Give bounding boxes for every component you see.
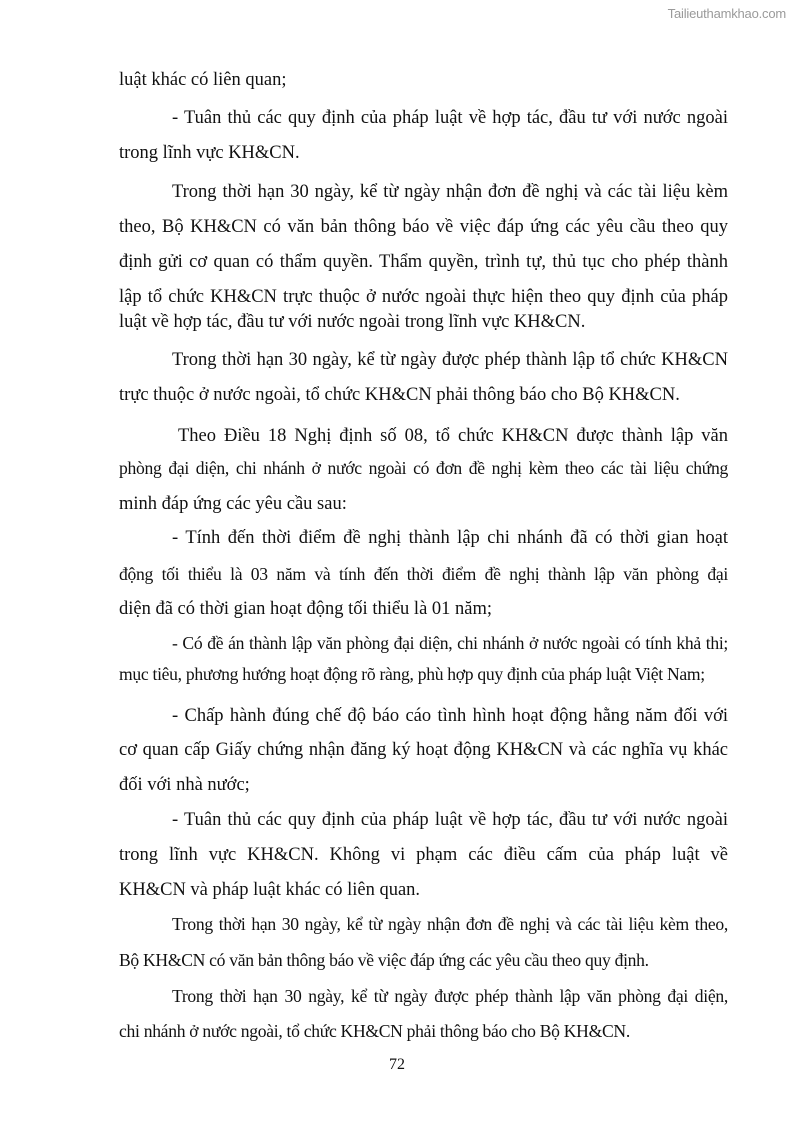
- text-line: - Có đề án thành lập văn phòng đại diện, chi nhánh ở nước ngoài có tính khả thi;: [172, 633, 728, 653]
- text-line: Bộ KH&CN có văn bản thông báo về việc đáp ứng các yêu cầu theo quy định.: [119, 950, 649, 970]
- text-line: theo, Bộ KH&CN có văn bản thông báo về việc đáp ứng các yêu cầu theo quy: [119, 217, 728, 237]
- text-line: luật khác có liên quan;: [119, 70, 287, 90]
- text-line: phòng đại diện, chi nhánh ở nước ngoài có đơn đề nghị kèm theo các tài liệu chứng: [119, 458, 728, 478]
- text-line: KH&CN và pháp luật khác có liên quan.: [119, 880, 421, 900]
- text-line: Theo Điều 18 Nghị định số 08, tổ chức KH&CN được thành lập văn: [178, 426, 728, 446]
- text-line: Trong thời hạn 30 ngày, kể từ ngày được phép thành lập văn phòng đại diện,: [172, 986, 728, 1006]
- text-line: - Tuân thủ các quy định của pháp luật về hợp tác, đầu tư với nước ngoài: [172, 810, 728, 830]
- page-number: 72: [389, 1056, 405, 1073]
- text-line: định gửi cơ quan có thẩm quyền. Thẩm quyền, trình tự, thủ tục cho phép thành: [119, 252, 728, 272]
- text-line: cơ quan cấp Giấy chứng nhận đăng ký hoạt động KH&CN và các nghĩa vụ khác: [119, 740, 728, 760]
- text-line: - Tuân thủ các quy định của pháp luật về hợp tác, đầu tư với nước ngoài: [172, 108, 728, 128]
- text-line: động tối thiểu là 03 năm và tính đến thời điểm đề nghị thành lập văn phòng đại: [119, 564, 728, 584]
- text-line: mục tiêu, phương hướng hoạt động rõ ràng, phù hợp quy định của pháp luật Việt Nam;: [119, 664, 705, 684]
- watermark: Tailieuthamkhao.com: [667, 6, 786, 21]
- text-line: đối với nhà nước;: [119, 775, 250, 795]
- text-line: trong lĩnh vực KH&CN. Không vi phạm các điều cấm của pháp luật về: [119, 845, 728, 865]
- text-line: - Tính đến thời điểm đề nghị thành lập chi nhánh đã có thời gian hoạt: [172, 528, 728, 548]
- text-line: diện đã có thời gian hoạt động tối thiểu là 01 năm;: [119, 599, 493, 619]
- text-line: chi nhánh ở nước ngoài, tổ chức KH&CN phải thông báo cho Bộ KH&CN.: [119, 1021, 630, 1041]
- text-line: minh đáp ứng các yêu cầu sau:: [119, 494, 347, 514]
- text-line: luật về hợp tác, đầu tư với nước ngoài trong lĩnh vực KH&CN.: [119, 312, 586, 332]
- text-line: - Chấp hành đúng chế độ báo cáo tình hình hoạt động hằng năm đối với: [172, 706, 728, 726]
- text-line: trực thuộc ở nước ngoài, tổ chức KH&CN phải thông báo cho Bộ KH&CN.: [119, 385, 680, 405]
- text-line: trong lĩnh vực KH&CN.: [119, 143, 300, 163]
- text-line: lập tổ chức KH&CN trực thuộc ở nước ngoài thực hiện theo quy định của pháp: [119, 287, 728, 307]
- text-line: Trong thời hạn 30 ngày, kể từ ngày nhận đơn đề nghị và các tài liệu kèm: [172, 182, 728, 202]
- text-line: Trong thời hạn 30 ngày, kể từ ngày được phép thành lập tổ chức KH&CN: [172, 350, 728, 370]
- text-line: Trong thời hạn 30 ngày, kể từ ngày nhận đơn đề nghị và các tài liệu kèm theo,: [172, 914, 728, 934]
